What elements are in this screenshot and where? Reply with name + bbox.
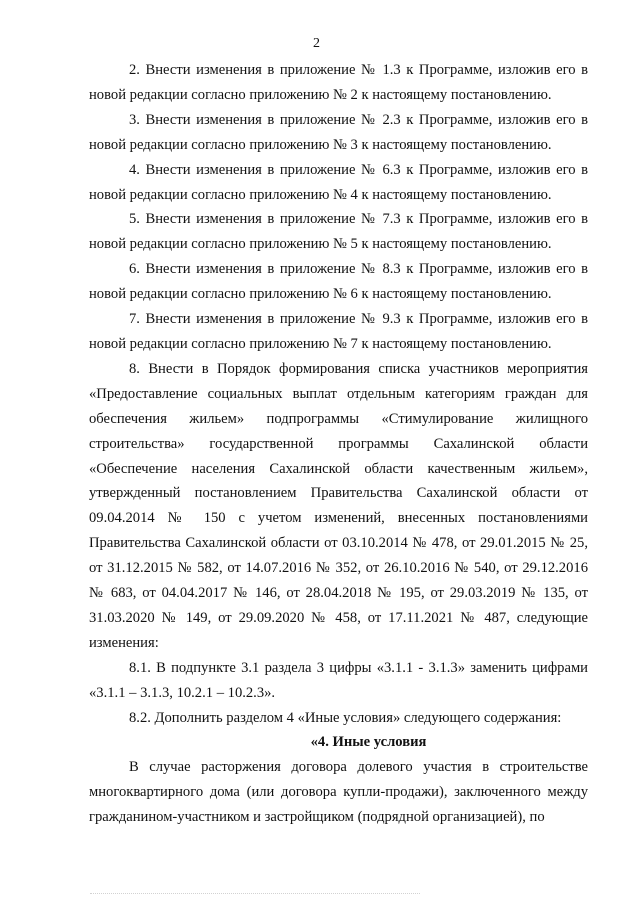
paragraph-item-6: 6. Внести изменения в приложение № 8.3 к Программе, изложив его в новой редакции согласно приложению № 6 к настоящему постановлению. (89, 261, 588, 303)
paragraph-item-4: 4. Внести изменения в приложение № 6.3 к Программе, изложив его в новой редакции согласно приложению № 4 к настоящему постановлению. (89, 161, 588, 203)
paragraph-item-5: 5. Внести изменения в приложение № 7.3 к Программе, изложив его в новой редакции согласно приложению № 5 к настоящему постановлению. (89, 211, 588, 253)
paragraph-item-2: 2. Внести изменения в приложение № 1.3 к Программе, изложив его в новой редакции согласно приложению № 2 к настоящему постановлению. (89, 62, 588, 103)
paragraph-item-8-2: 8.2. Дополнить разделом 4 «Иные условия» следующего содержания: (129, 709, 562, 726)
document-body (89, 58, 588, 830)
scan-edge-marks (90, 893, 420, 904)
paragraph-item-8: 8. Внести в Порядок формирования списка участников мероприятия «Предоставление социальных выплат отдельным категориям граждан для обеспечения жильем» подпрограммы «Стимулирование жилищного строительства» государственной программы Сахалинской области «Обеспечение населения Сахалинской области качественным жильем», утвержденный постановлением Правительства Сахалинской области от 09.04.2014 № 150 с учетом изменений, внесенных постановлениями Правительства Сахалинской области от 03.10.2014 № 478, от 29.01.2015 № 25, от 31.12.2015 № 582, от 14.07.2016 № 352, от 26.10.2016 № 540, от 29.12.2016 № 683, от 04.04.2017 № 146, от 28.04.2018 № 195, от 29.03.2019 № 135, от 31.03.2020 № 149, от 29.09.2020 № 458, от 17.11.2021 № 487, следующие изменения: (89, 360, 588, 651)
paragraph-item-3: 3. Внести изменения в приложение № 2.3 к Программе, изложив его в новой редакции согласно приложению № 3 к настоящему постановлению. (89, 111, 588, 153)
paragraph-item-8-1: 8.1. В подпункте 3.1 раздела 3 цифры «3.1.1 - 3.1.3» заменить цифрами «3.1.1 – 3.1.3, 10.2.1 – 10.2.3». (89, 659, 588, 701)
paragraph-item-7: 7. Внести изменения в приложение № 9.3 к Программе, изложив его в новой редакции согласно приложению № 7 к настоящему постановлению. (89, 311, 588, 352)
closing-paragraph: В случае расторжения договора долевого участия в строительстве многоквартирного дома (или договора купли-продажи), заключенного между гражданином-участником и застройщиком (подрядной организацией), по (89, 759, 588, 826)
page-number: 2 (313, 36, 320, 51)
section-heading: «4. Иные условия (310, 734, 427, 751)
